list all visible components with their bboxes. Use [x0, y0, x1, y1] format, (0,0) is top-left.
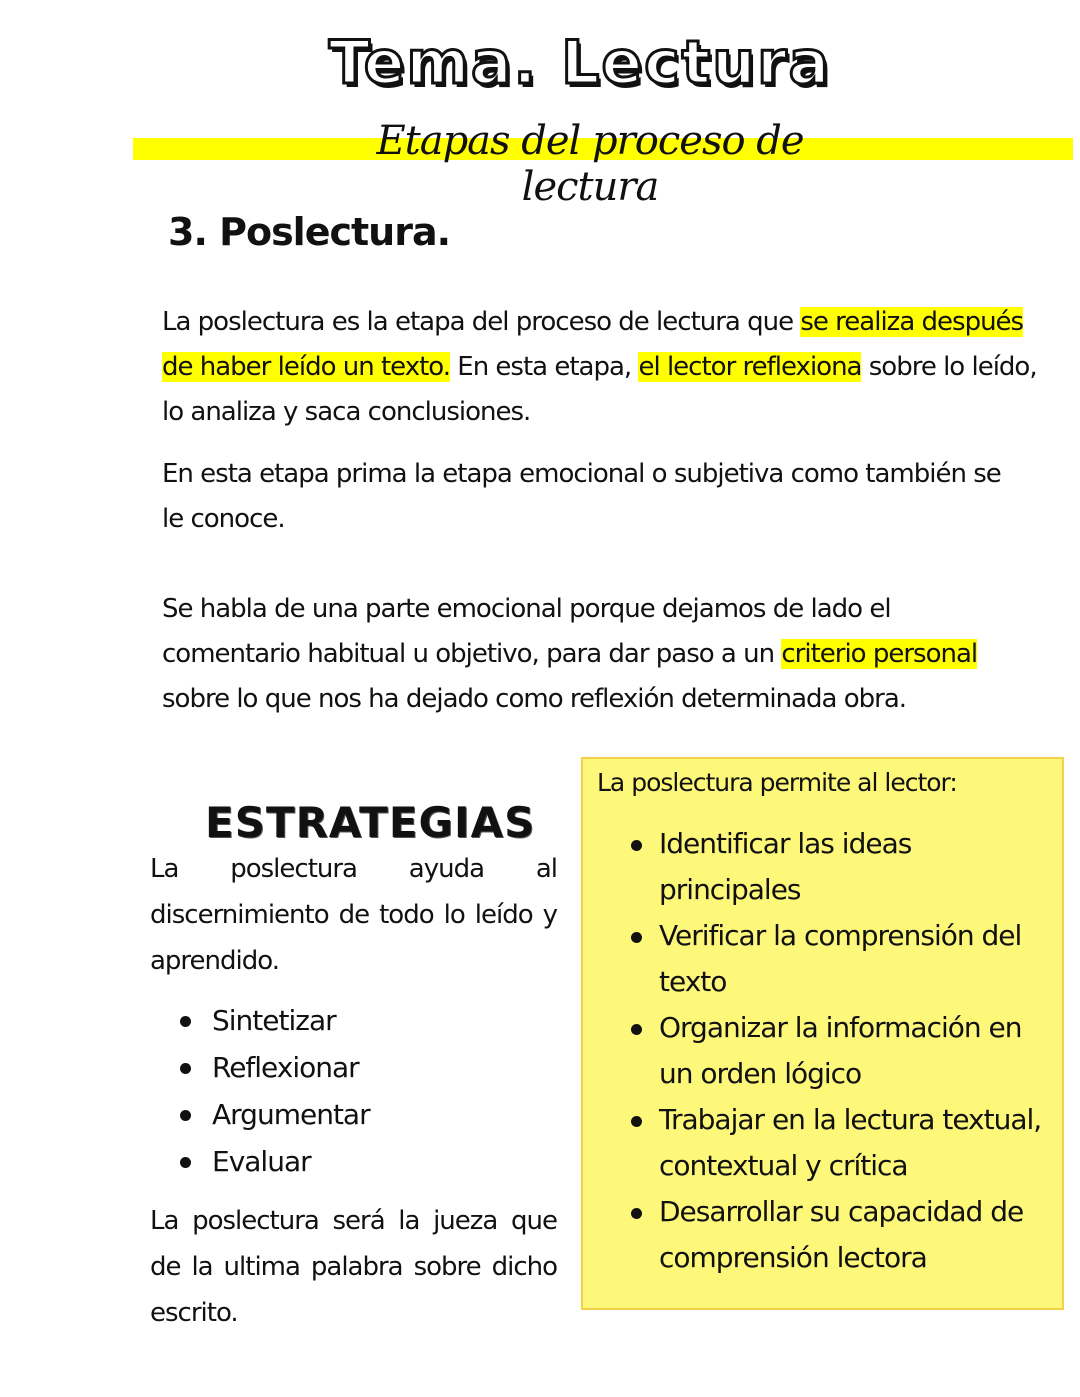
list-item: Reflexionar — [150, 1044, 550, 1091]
page-title: Tema. Lectura — [328, 28, 832, 98]
strategies-list — [150, 997, 550, 1185]
bullet-icon — [180, 1157, 191, 1168]
section-heading: 3. Poslectura. — [168, 210, 451, 254]
paragraph-emotional-stage: En esta etapa prima la etapa emocional o subjetiva como también se le conoce. — [162, 459, 1001, 534]
bullet-icon — [631, 1024, 642, 1035]
callout-list — [583, 821, 1058, 1281]
bullet-icon — [631, 932, 642, 943]
highlighted-text: criterio personal — [781, 639, 978, 669]
bullet-icon — [180, 1016, 191, 1027]
list-item: Organizar la información en un orden lógico — [583, 1005, 1058, 1097]
bullet-icon — [631, 1208, 642, 1219]
paragraph-text: sobre lo leído, lo analiza y saca conclusiones. — [162, 352, 1037, 427]
strategies-closing: La poslectura será la jueza que de la ultima palabra sobre dicho escrito. — [150, 1206, 557, 1328]
paragraph-emotional-part — [162, 587, 1012, 722]
list-item: Desarrollar su capacidad de comprensión lectora — [583, 1189, 1058, 1281]
strategies-intro: La poslectura ayuda al discernimiento de todo lo leído y aprendido. — [150, 854, 557, 976]
list-item: Trabajar en la lectura textual, contextual y crítica — [583, 1097, 1058, 1189]
list-item: Identificar las ideas principales — [583, 821, 1058, 913]
highlighted-text: el lector reflexiona — [638, 352, 862, 382]
highlighted-text: se realiza después de haber leído un texto. — [162, 307, 1024, 382]
bullet-icon — [180, 1110, 191, 1121]
bullet-icon — [180, 1063, 191, 1074]
callout-box — [581, 757, 1064, 1310]
strategies-heading: ESTRATEGIAS — [205, 798, 536, 847]
list-item: Argumentar — [150, 1091, 550, 1138]
list-item: Verificar la comprensión del texto — [583, 913, 1058, 1005]
paragraph-text: Se habla de una parte emocional porque dejamos de lado el comentario habitual u objetivo, para dar paso a un — [162, 594, 891, 669]
page-subtitle: Etapas del proceso de lectura — [376, 118, 804, 210]
list-item: Sintetizar — [150, 997, 550, 1044]
list-item: Evaluar — [150, 1138, 550, 1185]
bullet-icon — [631, 840, 642, 851]
paragraph-text: sobre lo que nos ha dejado como reflexión determinada obra. — [162, 684, 907, 714]
callout-heading: La poslectura permite al lector: — [597, 768, 957, 797]
paragraph-text: En esta etapa, — [450, 352, 639, 382]
bullet-icon — [631, 1116, 642, 1127]
paragraph-text: La poslectura es la etapa del proceso de lectura que — [162, 307, 801, 337]
paragraph-definition — [162, 300, 1042, 435]
